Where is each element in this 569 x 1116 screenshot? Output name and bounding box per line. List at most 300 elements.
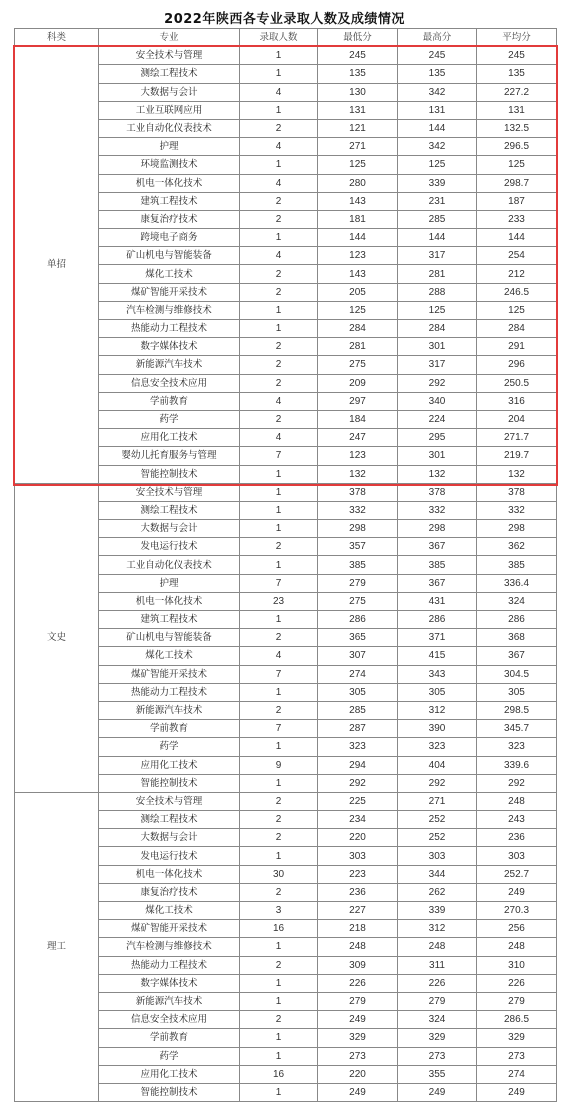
max-score-cell: 125 bbox=[398, 301, 477, 319]
admitted-count-cell: 2 bbox=[240, 119, 318, 137]
min-score-cell: 303 bbox=[318, 847, 398, 865]
min-score-cell: 274 bbox=[318, 665, 398, 683]
avg-score-cell: 256 bbox=[477, 920, 557, 938]
avg-score-cell: 248 bbox=[477, 938, 557, 956]
major-cell: 智能控制技术 bbox=[99, 774, 240, 792]
avg-score-cell: 125 bbox=[477, 301, 557, 319]
avg-score-cell: 298.5 bbox=[477, 701, 557, 719]
min-score-cell: 281 bbox=[318, 338, 398, 356]
admission-table bbox=[14, 28, 557, 1102]
admitted-count-cell: 7 bbox=[240, 720, 318, 738]
major-cell: 工业自动化仪表技术 bbox=[99, 556, 240, 574]
max-score-cell: 248 bbox=[398, 938, 477, 956]
major-cell: 工业自动化仪表技术 bbox=[99, 119, 240, 137]
min-score-cell: 305 bbox=[318, 683, 398, 701]
min-score-cell: 245 bbox=[318, 47, 398, 65]
min-score-cell: 249 bbox=[318, 1083, 398, 1101]
max-score-cell: 390 bbox=[398, 720, 477, 738]
min-score-cell: 286 bbox=[318, 611, 398, 629]
admitted-count-cell: 2 bbox=[240, 410, 318, 428]
min-score-cell: 181 bbox=[318, 210, 398, 228]
admitted-count-cell: 2 bbox=[240, 538, 318, 556]
avg-score-cell: 236 bbox=[477, 829, 557, 847]
major-cell: 建筑工程技术 bbox=[99, 192, 240, 210]
admitted-count-cell: 7 bbox=[240, 574, 318, 592]
admitted-count-cell: 1 bbox=[240, 47, 318, 65]
min-score-cell: 294 bbox=[318, 756, 398, 774]
avg-score-cell: 252.7 bbox=[477, 865, 557, 883]
admitted-count-cell: 1 bbox=[240, 156, 318, 174]
max-score-cell: 329 bbox=[398, 1029, 477, 1047]
major-cell: 煤矿智能开采技术 bbox=[99, 920, 240, 938]
header-avg-score: 平均分 bbox=[477, 29, 557, 47]
major-cell: 测绘工程技术 bbox=[99, 501, 240, 519]
major-cell: 煤化工技术 bbox=[99, 647, 240, 665]
min-score-cell: 209 bbox=[318, 374, 398, 392]
avg-score-cell: 296 bbox=[477, 356, 557, 374]
max-score-cell: 224 bbox=[398, 410, 477, 428]
table-row bbox=[15, 483, 557, 501]
admitted-count-cell: 16 bbox=[240, 1065, 318, 1083]
avg-score-cell: 296.5 bbox=[477, 138, 557, 156]
max-score-cell: 355 bbox=[398, 1065, 477, 1083]
max-score-cell: 231 bbox=[398, 192, 477, 210]
avg-score-cell: 385 bbox=[477, 556, 557, 574]
admitted-count-cell: 1 bbox=[240, 556, 318, 574]
admitted-count-cell: 4 bbox=[240, 83, 318, 101]
major-cell: 婴幼儿托育服务与管理 bbox=[99, 447, 240, 465]
admitted-count-cell: 4 bbox=[240, 174, 318, 192]
admitted-count-cell: 1 bbox=[240, 65, 318, 83]
avg-score-cell: 303 bbox=[477, 847, 557, 865]
max-score-cell: 298 bbox=[398, 520, 477, 538]
major-cell: 新能源汽车技术 bbox=[99, 356, 240, 374]
major-cell: 煤化工技术 bbox=[99, 902, 240, 920]
major-cell: 药学 bbox=[99, 1047, 240, 1065]
major-cell: 机电一体化技术 bbox=[99, 174, 240, 192]
avg-score-cell: 132 bbox=[477, 465, 557, 483]
admitted-count-cell: 1 bbox=[240, 520, 318, 538]
min-score-cell: 121 bbox=[318, 119, 398, 137]
admitted-count-cell: 1 bbox=[240, 1029, 318, 1047]
min-score-cell: 123 bbox=[318, 247, 398, 265]
admitted-count-cell: 2 bbox=[240, 811, 318, 829]
admitted-count-cell: 3 bbox=[240, 902, 318, 920]
avg-score-cell: 249 bbox=[477, 1083, 557, 1101]
major-cell: 矿山机电与智能装备 bbox=[99, 629, 240, 647]
max-score-cell: 131 bbox=[398, 101, 477, 119]
avg-score-cell: 227.2 bbox=[477, 83, 557, 101]
major-cell: 煤矿智能开采技术 bbox=[99, 283, 240, 301]
min-score-cell: 292 bbox=[318, 774, 398, 792]
min-score-cell: 275 bbox=[318, 592, 398, 610]
min-score-cell: 225 bbox=[318, 792, 398, 810]
min-score-cell: 385 bbox=[318, 556, 398, 574]
avg-score-cell: 362 bbox=[477, 538, 557, 556]
admitted-count-cell: 2 bbox=[240, 210, 318, 228]
min-score-cell: 365 bbox=[318, 629, 398, 647]
admitted-count-cell: 1 bbox=[240, 611, 318, 629]
max-score-cell: 305 bbox=[398, 683, 477, 701]
max-score-cell: 312 bbox=[398, 701, 477, 719]
min-score-cell: 184 bbox=[318, 410, 398, 428]
admitted-count-cell: 2 bbox=[240, 338, 318, 356]
min-score-cell: 236 bbox=[318, 883, 398, 901]
min-score-cell: 273 bbox=[318, 1047, 398, 1065]
admitted-count-cell: 7 bbox=[240, 447, 318, 465]
admitted-count-cell: 1 bbox=[240, 774, 318, 792]
avg-score-cell: 246.5 bbox=[477, 283, 557, 301]
major-cell: 建筑工程技术 bbox=[99, 611, 240, 629]
min-score-cell: 298 bbox=[318, 520, 398, 538]
admitted-count-cell: 1 bbox=[240, 1047, 318, 1065]
admitted-count-cell: 1 bbox=[240, 301, 318, 319]
max-score-cell: 281 bbox=[398, 265, 477, 283]
avg-score-cell: 274 bbox=[477, 1065, 557, 1083]
admitted-count-cell: 2 bbox=[240, 374, 318, 392]
admitted-count-cell: 2 bbox=[240, 265, 318, 283]
major-cell: 智能控制技术 bbox=[99, 1083, 240, 1101]
min-score-cell: 307 bbox=[318, 647, 398, 665]
avg-score-cell: 378 bbox=[477, 483, 557, 501]
max-score-cell: 312 bbox=[398, 920, 477, 938]
avg-score-cell: 131 bbox=[477, 101, 557, 119]
admitted-count-cell: 1 bbox=[240, 483, 318, 501]
min-score-cell: 143 bbox=[318, 265, 398, 283]
avg-score-cell: 125 bbox=[477, 156, 557, 174]
admitted-count-cell: 1 bbox=[240, 992, 318, 1010]
admitted-count-cell: 2 bbox=[240, 629, 318, 647]
max-score-cell: 262 bbox=[398, 883, 477, 901]
avg-score-cell: 144 bbox=[477, 229, 557, 247]
max-score-cell: 342 bbox=[398, 83, 477, 101]
min-score-cell: 287 bbox=[318, 720, 398, 738]
major-cell: 环境监测技术 bbox=[99, 156, 240, 174]
major-cell: 热能动力工程技术 bbox=[99, 683, 240, 701]
major-cell: 应用化工技术 bbox=[99, 429, 240, 447]
max-score-cell: 343 bbox=[398, 665, 477, 683]
max-score-cell: 292 bbox=[398, 374, 477, 392]
major-cell: 发电运行技术 bbox=[99, 847, 240, 865]
min-score-cell: 332 bbox=[318, 501, 398, 519]
max-score-cell: 415 bbox=[398, 647, 477, 665]
min-score-cell: 271 bbox=[318, 138, 398, 156]
max-score-cell: 404 bbox=[398, 756, 477, 774]
avg-score-cell: 339.6 bbox=[477, 756, 557, 774]
admitted-count-cell: 2 bbox=[240, 356, 318, 374]
category-cell: 理工 bbox=[15, 792, 99, 1101]
max-score-cell: 295 bbox=[398, 429, 477, 447]
min-score-cell: 249 bbox=[318, 1011, 398, 1029]
max-score-cell: 252 bbox=[398, 811, 477, 829]
min-score-cell: 226 bbox=[318, 974, 398, 992]
avg-score-cell: 305 bbox=[477, 683, 557, 701]
admitted-count-cell: 30 bbox=[240, 865, 318, 883]
major-cell: 护理 bbox=[99, 138, 240, 156]
max-score-cell: 311 bbox=[398, 956, 477, 974]
admitted-count-cell: 4 bbox=[240, 647, 318, 665]
min-score-cell: 144 bbox=[318, 229, 398, 247]
admitted-count-cell: 2 bbox=[240, 829, 318, 847]
min-score-cell: 280 bbox=[318, 174, 398, 192]
max-score-cell: 323 bbox=[398, 738, 477, 756]
avg-score-cell: 332 bbox=[477, 501, 557, 519]
header-admitted: 录取人数 bbox=[240, 29, 318, 47]
max-score-cell: 292 bbox=[398, 774, 477, 792]
avg-score-cell: 368 bbox=[477, 629, 557, 647]
max-score-cell: 339 bbox=[398, 902, 477, 920]
major-cell: 智能控制技术 bbox=[99, 465, 240, 483]
avg-score-cell: 298.7 bbox=[477, 174, 557, 192]
max-score-cell: 288 bbox=[398, 283, 477, 301]
major-cell: 机电一体化技术 bbox=[99, 865, 240, 883]
avg-score-cell: 219.7 bbox=[477, 447, 557, 465]
avg-score-cell: 248 bbox=[477, 792, 557, 810]
max-score-cell: 342 bbox=[398, 138, 477, 156]
admitted-count-cell: 1 bbox=[240, 501, 318, 519]
admitted-count-cell: 1 bbox=[240, 320, 318, 338]
min-score-cell: 218 bbox=[318, 920, 398, 938]
avg-score-cell: 245 bbox=[477, 47, 557, 65]
max-score-cell: 344 bbox=[398, 865, 477, 883]
admitted-count-cell: 1 bbox=[240, 847, 318, 865]
min-score-cell: 248 bbox=[318, 938, 398, 956]
admitted-count-cell: 7 bbox=[240, 665, 318, 683]
major-cell: 测绘工程技术 bbox=[99, 65, 240, 83]
min-score-cell: 130 bbox=[318, 83, 398, 101]
avg-score-cell: 243 bbox=[477, 811, 557, 829]
max-score-cell: 371 bbox=[398, 629, 477, 647]
avg-score-cell: 270.3 bbox=[477, 902, 557, 920]
major-cell: 大数据与会计 bbox=[99, 83, 240, 101]
avg-score-cell: 273 bbox=[477, 1047, 557, 1065]
major-cell: 测绘工程技术 bbox=[99, 811, 240, 829]
admitted-count-cell: 16 bbox=[240, 920, 318, 938]
min-score-cell: 227 bbox=[318, 902, 398, 920]
max-score-cell: 378 bbox=[398, 483, 477, 501]
major-cell: 护理 bbox=[99, 574, 240, 592]
avg-score-cell: 286 bbox=[477, 611, 557, 629]
admitted-count-cell: 1 bbox=[240, 229, 318, 247]
max-score-cell: 252 bbox=[398, 829, 477, 847]
major-cell: 新能源汽车技术 bbox=[99, 701, 240, 719]
major-cell: 应用化工技术 bbox=[99, 1065, 240, 1083]
max-score-cell: 249 bbox=[398, 1083, 477, 1101]
major-cell: 学前教育 bbox=[99, 720, 240, 738]
min-score-cell: 378 bbox=[318, 483, 398, 501]
major-cell: 煤化工技术 bbox=[99, 265, 240, 283]
max-score-cell: 317 bbox=[398, 247, 477, 265]
max-score-cell: 340 bbox=[398, 392, 477, 410]
min-score-cell: 329 bbox=[318, 1029, 398, 1047]
major-cell: 机电一体化技术 bbox=[99, 592, 240, 610]
avg-score-cell: 187 bbox=[477, 192, 557, 210]
major-cell: 数字媒体技术 bbox=[99, 338, 240, 356]
avg-score-cell: 254 bbox=[477, 247, 557, 265]
avg-score-cell: 135 bbox=[477, 65, 557, 83]
max-score-cell: 279 bbox=[398, 992, 477, 1010]
min-score-cell: 125 bbox=[318, 156, 398, 174]
min-score-cell: 132 bbox=[318, 465, 398, 483]
avg-score-cell: 291 bbox=[477, 338, 557, 356]
admitted-count-cell: 1 bbox=[240, 1083, 318, 1101]
major-cell: 康复治疗技术 bbox=[99, 883, 240, 901]
major-cell: 发电运行技术 bbox=[99, 538, 240, 556]
major-cell: 热能动力工程技术 bbox=[99, 956, 240, 974]
min-score-cell: 135 bbox=[318, 65, 398, 83]
header-category: 科类 bbox=[15, 29, 99, 47]
min-score-cell: 275 bbox=[318, 356, 398, 374]
major-cell: 大数据与会计 bbox=[99, 829, 240, 847]
admitted-count-cell: 2 bbox=[240, 883, 318, 901]
avg-score-cell: 316 bbox=[477, 392, 557, 410]
max-score-cell: 226 bbox=[398, 974, 477, 992]
admitted-count-cell: 1 bbox=[240, 974, 318, 992]
header-row bbox=[15, 29, 557, 47]
max-score-cell: 273 bbox=[398, 1047, 477, 1065]
avg-score-cell: 324 bbox=[477, 592, 557, 610]
max-score-cell: 431 bbox=[398, 592, 477, 610]
max-score-cell: 144 bbox=[398, 119, 477, 137]
avg-score-cell: 286.5 bbox=[477, 1011, 557, 1029]
max-score-cell: 271 bbox=[398, 792, 477, 810]
admitted-count-cell: 4 bbox=[240, 138, 318, 156]
major-cell: 信息安全技术应用 bbox=[99, 1011, 240, 1029]
avg-score-cell: 323 bbox=[477, 738, 557, 756]
min-score-cell: 205 bbox=[318, 283, 398, 301]
max-score-cell: 367 bbox=[398, 574, 477, 592]
page-title: 2022年陕西各专业录取人数及成绩情况 bbox=[164, 12, 405, 27]
avg-score-cell: 132.5 bbox=[477, 119, 557, 137]
avg-score-cell: 284 bbox=[477, 320, 557, 338]
major-cell: 药学 bbox=[99, 410, 240, 428]
admitted-count-cell: 1 bbox=[240, 938, 318, 956]
max-score-cell: 317 bbox=[398, 356, 477, 374]
min-score-cell: 234 bbox=[318, 811, 398, 829]
avg-score-cell: 271.7 bbox=[477, 429, 557, 447]
max-score-cell: 367 bbox=[398, 538, 477, 556]
major-cell: 信息安全技术应用 bbox=[99, 374, 240, 392]
major-cell: 学前教育 bbox=[99, 1029, 240, 1047]
min-score-cell: 323 bbox=[318, 738, 398, 756]
avg-score-cell: 310 bbox=[477, 956, 557, 974]
major-cell: 药学 bbox=[99, 738, 240, 756]
admitted-count-cell: 1 bbox=[240, 101, 318, 119]
major-cell: 新能源汽车技术 bbox=[99, 992, 240, 1010]
max-score-cell: 135 bbox=[398, 65, 477, 83]
admitted-count-cell: 2 bbox=[240, 1011, 318, 1029]
header-max-score: 最高分 bbox=[398, 29, 477, 47]
category-cell: 文史 bbox=[15, 483, 99, 792]
min-score-cell: 220 bbox=[318, 1065, 398, 1083]
min-score-cell: 125 bbox=[318, 301, 398, 319]
avg-score-cell: 226 bbox=[477, 974, 557, 992]
admitted-count-cell: 23 bbox=[240, 592, 318, 610]
max-score-cell: 245 bbox=[398, 47, 477, 65]
avg-score-cell: 233 bbox=[477, 210, 557, 228]
major-cell: 煤矿智能开采技术 bbox=[99, 665, 240, 683]
min-score-cell: 285 bbox=[318, 701, 398, 719]
admitted-count-cell: 9 bbox=[240, 756, 318, 774]
admitted-count-cell: 4 bbox=[240, 429, 318, 447]
min-score-cell: 279 bbox=[318, 992, 398, 1010]
avg-score-cell: 336.4 bbox=[477, 574, 557, 592]
admitted-count-cell: 2 bbox=[240, 701, 318, 719]
avg-score-cell: 212 bbox=[477, 265, 557, 283]
avg-score-cell: 345.7 bbox=[477, 720, 557, 738]
max-score-cell: 332 bbox=[398, 501, 477, 519]
admitted-count-cell: 2 bbox=[240, 283, 318, 301]
admitted-count-cell: 2 bbox=[240, 956, 318, 974]
min-score-cell: 247 bbox=[318, 429, 398, 447]
max-score-cell: 385 bbox=[398, 556, 477, 574]
major-cell: 矿山机电与智能装备 bbox=[99, 247, 240, 265]
min-score-cell: 123 bbox=[318, 447, 398, 465]
max-score-cell: 125 bbox=[398, 156, 477, 174]
admitted-count-cell: 4 bbox=[240, 392, 318, 410]
min-score-cell: 357 bbox=[318, 538, 398, 556]
major-cell: 学前教育 bbox=[99, 392, 240, 410]
avg-score-cell: 204 bbox=[477, 410, 557, 428]
avg-score-cell: 329 bbox=[477, 1029, 557, 1047]
min-score-cell: 143 bbox=[318, 192, 398, 210]
max-score-cell: 144 bbox=[398, 229, 477, 247]
avg-score-cell: 304.5 bbox=[477, 665, 557, 683]
major-cell: 应用化工技术 bbox=[99, 756, 240, 774]
admitted-count-cell: 4 bbox=[240, 247, 318, 265]
min-score-cell: 284 bbox=[318, 320, 398, 338]
major-cell: 热能动力工程技术 bbox=[99, 320, 240, 338]
avg-score-cell: 249 bbox=[477, 883, 557, 901]
major-cell: 康复治疗技术 bbox=[99, 210, 240, 228]
major-cell: 跨境电子商务 bbox=[99, 229, 240, 247]
table-row bbox=[15, 47, 557, 65]
max-score-cell: 324 bbox=[398, 1011, 477, 1029]
avg-score-cell: 298 bbox=[477, 520, 557, 538]
max-score-cell: 286 bbox=[398, 611, 477, 629]
header-major: 专业 bbox=[99, 29, 240, 47]
admitted-count-cell: 1 bbox=[240, 465, 318, 483]
major-cell: 汽车检测与维修技术 bbox=[99, 301, 240, 319]
major-cell: 大数据与会计 bbox=[99, 520, 240, 538]
avg-score-cell: 279 bbox=[477, 992, 557, 1010]
major-cell: 安全技术与管理 bbox=[99, 483, 240, 501]
min-score-cell: 223 bbox=[318, 865, 398, 883]
min-score-cell: 220 bbox=[318, 829, 398, 847]
max-score-cell: 132 bbox=[398, 465, 477, 483]
avg-score-cell: 250.5 bbox=[477, 374, 557, 392]
table-row bbox=[15, 792, 557, 810]
max-score-cell: 301 bbox=[398, 338, 477, 356]
admitted-count-cell: 2 bbox=[240, 192, 318, 210]
max-score-cell: 301 bbox=[398, 447, 477, 465]
admitted-count-cell: 1 bbox=[240, 683, 318, 701]
avg-score-cell: 292 bbox=[477, 774, 557, 792]
min-score-cell: 131 bbox=[318, 101, 398, 119]
major-cell: 汽车检测与维修技术 bbox=[99, 938, 240, 956]
min-score-cell: 309 bbox=[318, 956, 398, 974]
major-cell: 安全技术与管理 bbox=[99, 47, 240, 65]
min-score-cell: 279 bbox=[318, 574, 398, 592]
table-body bbox=[15, 47, 557, 1102]
admitted-count-cell: 1 bbox=[240, 738, 318, 756]
admitted-count-cell: 2 bbox=[240, 792, 318, 810]
max-score-cell: 339 bbox=[398, 174, 477, 192]
max-score-cell: 285 bbox=[398, 210, 477, 228]
major-cell: 安全技术与管理 bbox=[99, 792, 240, 810]
avg-score-cell: 367 bbox=[477, 647, 557, 665]
major-cell: 数字媒体技术 bbox=[99, 974, 240, 992]
